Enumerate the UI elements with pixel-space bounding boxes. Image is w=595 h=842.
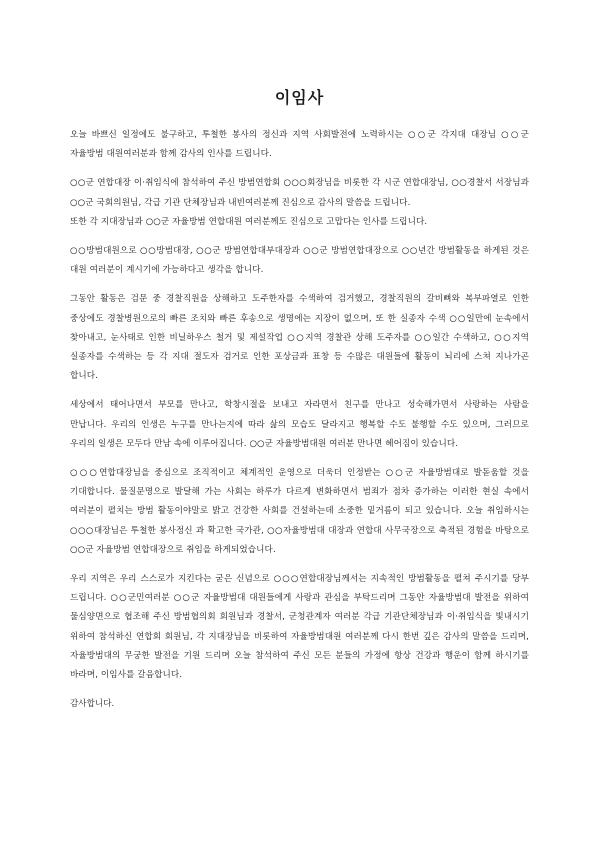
paragraph-career: ○○방범대원으로 ○○방범대장, ○○군 방범연합대부대장과 ○○군 방범연합대장으로 ○○년간 방범활동을 하게된 것은 대원 여러분이 계시기에 가능하다고 생각을 합니다. <box>70 246 529 276</box>
closing-remark: 감사합니다. <box>70 699 115 710</box>
paragraph-encounters: 세상에서 태어나면서 부모를 만나고, 학창시절을 보내고 자라면서 친구를 만나고 성숙해가면서 사랑하는 사람을 만납니다. 우리의 인생은 누구를 만나는지에 따라 삶의 모습도 달라지고 행복할 수도 불행할 수도 있으며, 그러므로 우리의 일생은 모두다 만남 속에 이루어집니다. ○○군 자율방범대원 여러분 만나면 헤어짐이 있습니다. <box>70 400 529 449</box>
paragraph-thanks-guests: ○○군 연합대장 이·취임식에 참석하여 주신 방범연합회 ○○○회장님을 비롯한 각 시군 연합대장님, ○○경찰서 서장님과 ○○군 국회의원님, 각급 기관 단체장님과 내빈여러분께 진심으로 감사의 말씀을 드립니다. <box>70 178 529 208</box>
document-title: 이임사 <box>274 88 325 107</box>
paragraph-closing-request: 우리 지역은 우리 스스로가 지킨다는 굳은 신념으로 ○○○연합대장님께서는 지속적인 방범활동을 펼쳐 주시기를 당부 드립니다. ○○군민여러분 ○○군 자율방범대 대원들에게 사랑과 관심을 부탁드리며 그동안 자율방범대 발전을 위하여 물심양면으로 협조해 주신 방범협의회 회원님과 경찰서, 군청관계자 여러분 각급 기관단체장님과 이·취임식을 빛내시기 위하여 참석하신 연합회 회원님, 각 지대장님을 비롯하여 자율방범대원 여러분께 다시 한번 깊은 감사의 말씀을 드리며, 자율방범대의 무궁한 발전을 기원 드리며 오늘 참석하여 주신 모든 분들의 가정에 항상 건강과 행운이 함께 하시기를 바라며, 이임사를 갈음합니다. <box>70 574 529 681</box>
paragraph-thanks-members: 또한 각 지대장님과 ○○군 자율방범 연합대원 여러분께도 진심으로 고맙다는 인사를 드립니다. <box>70 216 428 227</box>
paragraph-activities: 그동안 활동은 검문 중 경찰직원을 상해하고 도주한자를 수색하여 검거했고, 경찰직원의 갈비뼈와 복부파열로 인한 중상에도 경찰병원으로의 빠른 조치와 빠른 후송으로 생명에는 지장이 없으며, 또 한 실종자 수색 ○○일만에 눈속에서 찾아내고, 눈사태로 인한 비닐하우스 철거 및 제설작업 ○○지역 경찰관 상해 도주자를 ○○일간 수색하고, ○○지역 실종자를 수색하는 등 각 지대 절도자 검거로 인한 포상금과 표창 등 수많은 대원들에 활동이 뇌리에 스쳐 지나가곤 합니다. <box>70 294 529 382</box>
paragraph-greeting: 오늘 바쁘신 일정에도 불구하고, 투철한 봉사의 정신과 지역 사회발전에 노력하시는 ○○군 각지대 대장님 ○○군 자율방범 대원여러분과 함께 감사의 인사를 드립니다. <box>70 130 529 160</box>
paragraph-successor: ○○○연합대장님을 중심으로 조직적이고 체계적인 운영으로 더욱더 인정받는 ○○군 자율방범대로 발돋움할 것을 기대합니다. 물질문명으로 발달해 가는 사회는 하루가 다르게 변화하면서 범죄가 점차 증가하는 이러한 현실 속에서 여러분이 펼치는 방범 활동이야말로 밝고 건강한 사회를 건설하는데 소중한 밑거름이 되고 있습니다. 오늘 취임하시는 ○○○대장님은 투철한 봉사정신 과 확고한 국가관, ○○자율방범대 대장과 연합대 사무국장으로 축적된 경험을 바탕으로 ○○군 자율방범 연합대장으로 취임을 하게되었습니다. <box>70 468 529 555</box>
